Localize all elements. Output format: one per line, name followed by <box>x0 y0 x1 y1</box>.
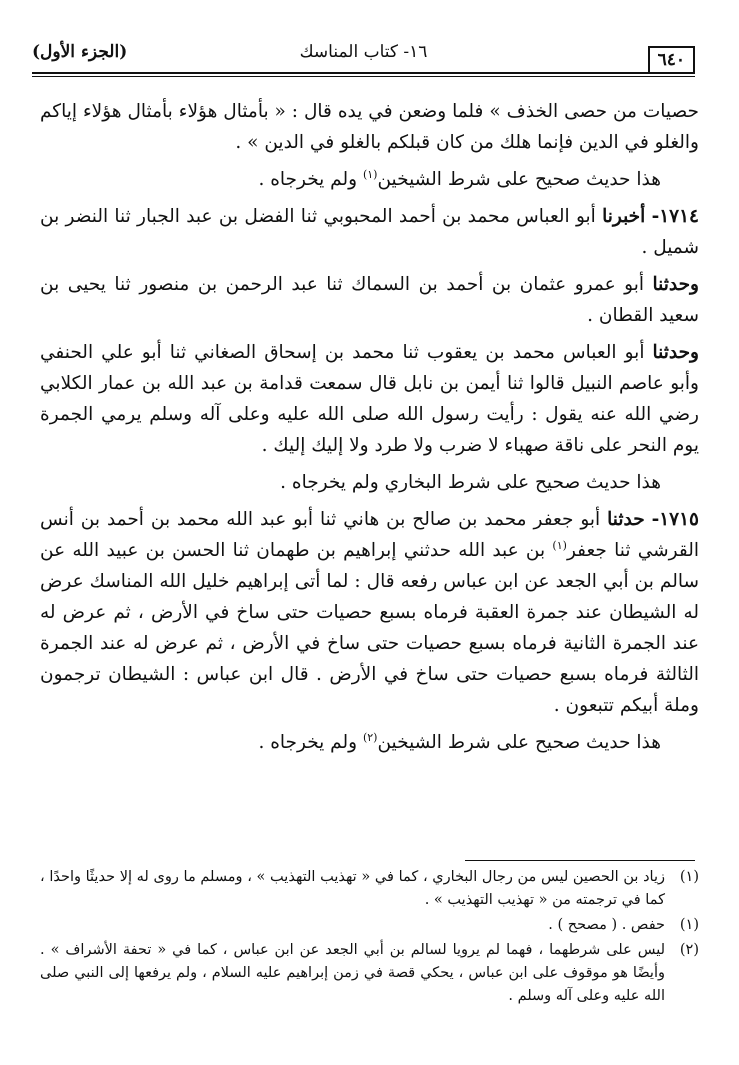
verdict-paragraph: هذا حديث صحيح على شرط البخاري ولم يخرجاه . <box>280 472 661 493</box>
footnote-ref: (٢) <box>362 730 378 744</box>
verdict-paragraph <box>40 164 699 195</box>
verdict-tail: ولم يخرجاه . <box>258 169 363 190</box>
footnote <box>40 866 699 912</box>
header-rule-thin <box>32 76 695 77</box>
narration-text: أبو عمرو عثمان بن أحمد بن السماك ثنا عبد الرحمن بن منصور ثنا يحيى بن سعيد القطان . <box>40 274 699 326</box>
main-text <box>40 96 699 764</box>
verdict-paragraph <box>40 727 699 758</box>
hadith-number: ١٧١٥- <box>651 509 699 530</box>
narration-text: أبو جعفر محمد بن صالح بن هاني ثنا أبو عبد الله محمد بن أحمد بن أنس القرشي ثنا جعفر <box>40 509 700 561</box>
footnotes <box>40 866 699 1010</box>
footnote-text: ليس على شرطهما ، فهما لم يرويا لسالم بن أبي الجعد عن ابن عباس ، كما في « تحفة الأشراف » . وأيضًا هو موقوف على ابن عباس ، يحكي قصة في زمن إبراهيم عليه السلام ، ولم يرفعها إلى النبي صلى الله عليه وعلى آله وسلم . <box>40 942 665 1004</box>
narration-text: أبو العباس محمد بن أحمد المحبوبي ثنا الفضل بن عبد الجبار ثنا النضر بن شميل . <box>40 206 699 258</box>
page-header <box>32 40 695 70</box>
footnote-mark: (١) <box>679 917 699 933</box>
page-number: ٦٤٠ <box>657 50 685 70</box>
footnote <box>40 914 699 937</box>
narration-lead: وحدثنا <box>652 274 699 295</box>
footnote-text: حفص . ( مصحح ) . <box>548 917 665 933</box>
verdict-tail: ولم يخرجاه . <box>258 732 363 753</box>
hadith-number: ١٧١٤- <box>651 206 699 227</box>
footnote-mark: (٢) <box>679 942 699 958</box>
footnote-text: زياد بن الحصين ليس من رجال البخاري ، كما في « تهذيب التهذيب » ، ومسلم ما روى له إلا حديثًا واحدًا ، كما في ترجمته من « تهذيب التهذيب » . <box>40 869 665 908</box>
running-title: ١٦- كتاب المناسك <box>299 42 428 62</box>
verdict-text: هذا حديث صحيح على شرط الشيخين <box>377 732 661 753</box>
footnote-ref: (١) <box>362 167 378 181</box>
hadith-1715 <box>40 504 699 721</box>
paragraph: حصيات من حصى الخذف » فلما وضعن في يده قال : « بأمثال هؤلاء بأمثال هؤلاء إياكم والغلو في الدين فإنما هلك من كان قبلكم بالغلو في الدين » . <box>40 101 699 153</box>
footnote-separator <box>465 860 695 861</box>
narration-text: بن عبد الله حدثني إبراهيم بن طهمان ثنا الحسن بن عبيد الله عن سالم بن أبي الجعد عن ابن عباس رفعه قال : لما أتى إبراهيم خليل الله المناسك عرض له الشيطان عند جمرة العقبة فرماه بسبع حصيات حتى ساخ في الأرض ، ثم عرض له عند الجمرة الثانية فرماه بسبع حصيات حتى ساخ في الأرض ، ثم عرض له عند الجمرة الثالثة فرماه بسبع حصيات حتى ساخ في الأرض . قال ابن عباس : الشيطان ترجمون وملة أبيكم تتبعون . <box>40 540 699 716</box>
footnote <box>40 939 699 1008</box>
narration-lead: حدثنا <box>607 509 645 530</box>
narration-chain <box>40 337 699 461</box>
header-rule <box>32 72 695 74</box>
narration-chain <box>40 269 699 331</box>
footnote-ref: (١) <box>552 538 567 552</box>
narration-lead: أخبرنا <box>602 206 646 227</box>
hadith-1714 <box>40 201 699 263</box>
verdict-text: هذا حديث صحيح على شرط الشيخين <box>377 169 661 190</box>
narration-lead: وحدثنا <box>652 342 699 363</box>
part-label: (الجزء الأول) <box>32 42 128 62</box>
narration-text: أبو العباس محمد بن يعقوب ثنا محمد بن إسحاق الصغاني ثنا أبو علي الحنفي وأبو عاصم النبيل قالوا ثنا أيمن بن نابل قال سمعت قدامة بن عبد الله بن عمار الكلابي رضي الله عنه يقول : رأيت رسول الله صلى الله عليه وعلى آله وسلم يرمي الجمرة يوم النحر على ناقة صهباء لا ضرب ولا طرد ولا إليك إليك . <box>40 342 699 456</box>
footnote-mark: (١) <box>679 869 699 885</box>
